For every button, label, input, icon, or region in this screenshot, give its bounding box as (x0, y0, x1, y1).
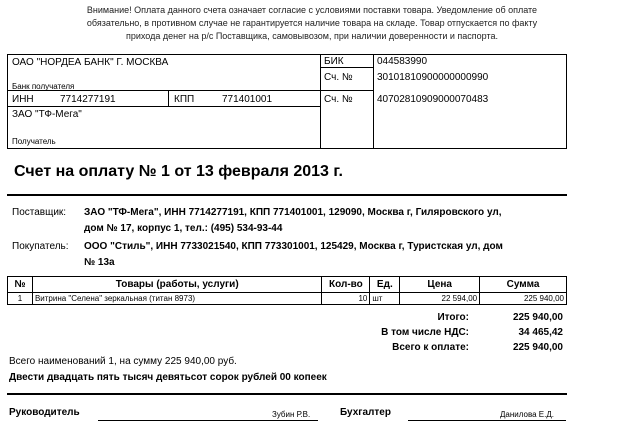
pay-label: Всего к оплате: (392, 342, 469, 353)
corr-account-value: 30101810900000000990 (377, 72, 489, 83)
invoice-title: Счет на оплату № 1 от 13 февраля 2013 г. (14, 163, 343, 180)
items-count-summary: Всего наименований 1, на сумму 225 940,00 руб. (9, 356, 237, 367)
bank-requisites (7, 54, 567, 149)
corr-account-label: Сч. № (324, 72, 353, 83)
head-name: Зубин Р.В. (272, 410, 311, 419)
items-table (7, 276, 567, 305)
notice-line: прихода денег на р/с Поставщика, самовывозом, при наличии доверенности и паспорта. (125, 31, 499, 41)
bank-caption: Банк получателя (12, 82, 75, 91)
buyer-block (12, 239, 567, 273)
col-header-name: Товары (работы, услуги) (32, 277, 321, 293)
vat-value: 34 465,42 (518, 327, 563, 338)
col-header-unit: Ед. (370, 277, 400, 293)
accountant-label: Бухгалтер (340, 407, 391, 418)
payment-notice (22, 4, 602, 43)
row-sum: 225 940,00 (480, 293, 567, 305)
kpp-label: КПП (174, 94, 195, 105)
table-row (8, 293, 567, 305)
bik-value: 044583990 (377, 56, 428, 67)
supplier-line: ЗАО "ТФ-Мега", ИНН 7714277191, КПП 771401001, 129090, Москва г, Гиляровского ул, (84, 207, 502, 218)
total-label: Итого: (437, 312, 469, 323)
supplier-line: дом № 17, корпус 1, тел.: (495) 534-93-44 (84, 223, 283, 234)
buyer-label: Покупатель: (12, 241, 69, 252)
row-name: Витрина "Селена" зеркальная (титан 8973) (32, 293, 321, 305)
row-num: 1 (8, 293, 33, 305)
summary-divider (7, 393, 567, 395)
accountant-signature-line (408, 420, 566, 421)
recipient-name: ЗАО "ТФ-Мега" (12, 109, 82, 120)
inn-value: 7714277191 (60, 94, 116, 105)
amount-in-words: Двести двадцать пять тысяч девятьсот сорок рублей 00 копеек (9, 372, 327, 383)
head-signature-line (98, 420, 318, 421)
row-unit: шт (370, 293, 400, 305)
notice-line: Внимание! Оплата данного счета означает согласие с условиями поставки товара. Уведомление об оплате (86, 5, 538, 15)
recipient-caption: Получатель (12, 137, 56, 146)
col-header-price: Цена (400, 277, 480, 293)
supplier-block (12, 205, 567, 239)
total-value: 225 940,00 (512, 312, 563, 323)
supplier-details (84, 205, 564, 237)
account-label: Сч. № (324, 94, 353, 105)
bank-name: ОАО "НОРДЕА БАНК" Г. МОСКВА (12, 57, 169, 68)
row-qty: 10 (322, 293, 370, 305)
notice-line: обязательно, в противном случае не гарантируется наличие товара на складе. Товар отпускается по факту (86, 18, 538, 28)
col-header-qty: Кол-во (322, 277, 370, 293)
bik-label: БИК (324, 56, 344, 67)
buyer-line: № 13а (84, 257, 115, 268)
inn-label: ИНН (12, 94, 34, 105)
head-label: Руководитель (9, 407, 80, 418)
buyer-line: ООО "Стиль", ИНН 7733021540, КПП 773301001, 125429, Москва г, Туристская ул, дом (84, 241, 503, 252)
supplier-label: Поставщик: (12, 207, 67, 218)
buyer-details (84, 239, 564, 271)
pay-value: 225 940,00 (512, 342, 563, 353)
kpp-value: 771401001 (222, 94, 273, 105)
accountant-name: Данилова Е.Д. (500, 410, 554, 419)
title-divider (7, 194, 567, 196)
table-header-row (8, 277, 567, 293)
row-price: 22 594,00 (400, 293, 480, 305)
account-value: 40702810909000070483 (377, 94, 489, 105)
col-header-num: № (8, 277, 33, 293)
col-header-sum: Сумма (480, 277, 567, 293)
vat-label: В том числе НДС: (381, 327, 469, 338)
